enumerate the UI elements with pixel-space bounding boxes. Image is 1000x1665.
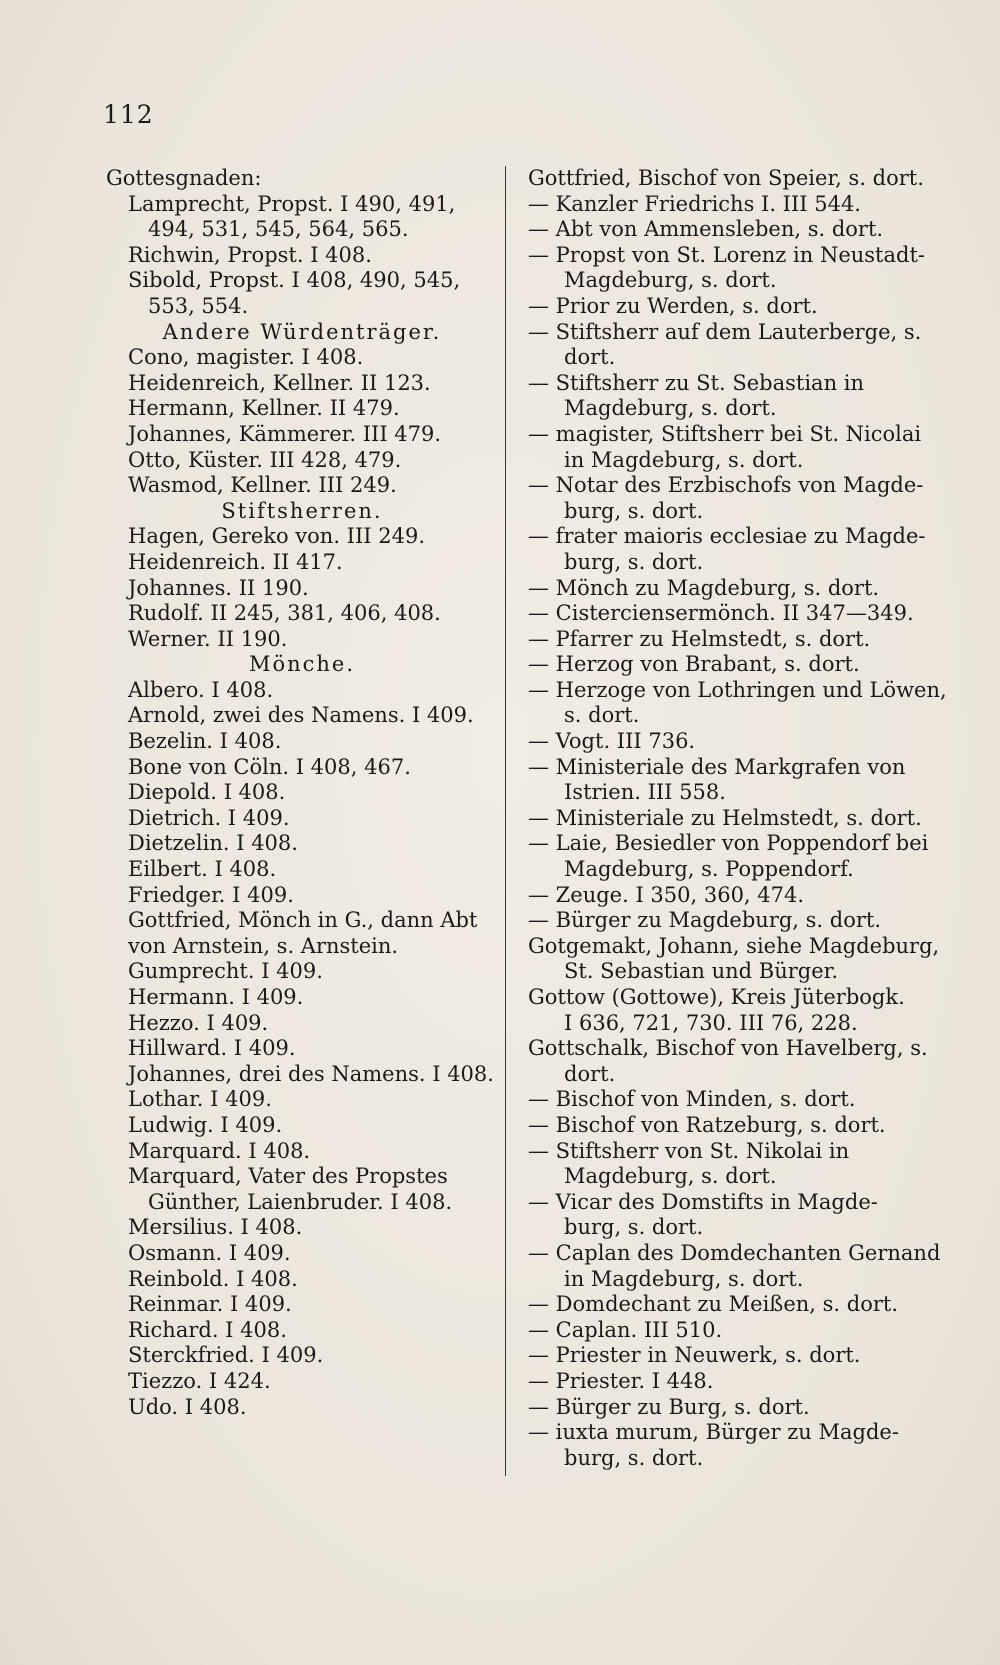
index-entry-line: Osmann. I 409. xyxy=(128,1240,291,1265)
index-entry-line: — Ministeriale zu Helmstedt, s. dort. xyxy=(528,805,922,830)
index-entry-line: Magdeburg, s. Poppendorf. xyxy=(564,857,854,882)
index-entry-line: — Domdechant zu Meißen, s. dort. xyxy=(528,1292,898,1317)
index-entry-line: — Bischof von Ratzeburg, s. dort. xyxy=(528,1112,886,1137)
index-entry-line: Günther, Laienbruder. I 408. xyxy=(148,1189,453,1214)
index-entry-line: Dietzelin. I 408. xyxy=(128,831,298,856)
section-heading: Mönche. xyxy=(248,652,356,677)
index-entry-line: Sibold, Propst. I 408, 490, 545, xyxy=(128,268,461,293)
index-entry-line: Werner. II 190. xyxy=(128,626,288,651)
index-entry-line: Dietrich. I 409. xyxy=(128,805,290,830)
index-entry-line: Johannes, Kämmerer. III 479. xyxy=(128,421,442,446)
index-entry-line: — Propst von St. Lorenz in Neustadt- xyxy=(528,242,925,267)
index-entry-line: — Vogt. III 736. xyxy=(528,729,696,754)
index-entry-line: — magister, Stiftsherr bei St. Nicolai xyxy=(528,421,922,446)
index-entry-line: Gottfried, Bischof von Speier, s. dort. xyxy=(528,166,924,190)
index-entry-line: Ludwig. I 409. xyxy=(128,1112,283,1137)
index-entry-line: Reinmar. I 409. xyxy=(128,1292,292,1317)
index-entry-line: — Pfarrer zu Helmstedt, s. dort. xyxy=(528,626,871,651)
index-entry-line: Sterckfried. I 409. xyxy=(128,1343,324,1368)
index-entry-line: — Ministeriale des Markgrafen von xyxy=(528,754,906,779)
column-divider xyxy=(505,166,506,1476)
index-entry-line: Gumprecht. I 409. xyxy=(128,959,323,984)
index-entry-line: Richard. I 408. xyxy=(128,1317,287,1342)
index-entry-line: — Herzoge von Lothringen und Löwen, xyxy=(528,677,947,702)
index-entry-line: Magdeburg, s. dort. xyxy=(564,396,777,421)
index-entry-line: Hermann, Kellner. II 479. xyxy=(128,396,400,421)
index-entry-line: Johannes, drei des Namens. I 408. xyxy=(128,1061,494,1086)
index-entry-line: Gotgemakt, Johann, siehe Magdeburg, xyxy=(528,933,940,958)
index-entry-line: Hagen, Gereko von. III 249. xyxy=(128,524,425,549)
index-entry-line: — Bischof von Minden, s. dort. xyxy=(528,1087,856,1112)
index-entry-line: Mersilius. I 408. xyxy=(128,1215,303,1240)
index-entry-line: — Cisterciensermönch. II 347—349. xyxy=(528,601,914,626)
index-entry-line: — Bürger zu Magdeburg, s. dort. xyxy=(528,908,882,933)
index-entry-line: Reinbold. I 408. xyxy=(128,1266,298,1291)
index-entry-line: Richwin, Propst. I 408. xyxy=(128,242,372,267)
index-entry-line: — Zeuge. I 350, 360, 474. xyxy=(528,882,805,907)
index-entry-line: — Stiftsherr zu St. Sebastian in xyxy=(528,370,865,395)
index-entry-line: burg, s. dort. xyxy=(564,498,704,523)
index-entry-line: Gottow (Gottowe), Kreis Jüterbogk. xyxy=(528,985,905,1009)
index-entry-line: dort. xyxy=(564,345,616,370)
index-entry-line: — Vicar des Domstifts in Magde- xyxy=(528,1189,878,1214)
page-number: 112 xyxy=(103,100,154,129)
index-entry-line: — Caplan des Domdechanten Gernand xyxy=(528,1240,941,1265)
index-entry-line: Cono, magister. I 408. xyxy=(128,345,364,370)
index-entry-line: Gottschalk, Bischof von Havelberg, s. xyxy=(528,1036,928,1061)
index-entry-line: — Herzog von Brabant, s. dort. xyxy=(528,652,860,677)
index-entry-line: Magdeburg, s. dort. xyxy=(564,268,777,293)
index-entry-line: — Kanzler Friedrichs I. III 544. xyxy=(528,191,861,216)
index-entry-line: Eilbert. I 408. xyxy=(128,857,277,882)
section-heading: Andere Würdenträger. xyxy=(162,319,442,344)
index-entry-line: Heidenreich. II 417. xyxy=(128,549,343,574)
left-column xyxy=(106,166,498,1420)
index-entry-line: — frater maioris ecclesiae zu Magde- xyxy=(528,524,926,549)
index-entry-line: — Prior zu Werden, s. dort. xyxy=(528,293,818,318)
index-entry-line: St. Sebastian und Bürger. xyxy=(564,959,839,984)
section-heading: Stiftsherren. xyxy=(221,498,383,523)
index-entry-line: Gottesgnaden: xyxy=(106,166,262,190)
index-entry-line: — Notar des Erzbischofs von Magde- xyxy=(528,473,924,498)
index-entry-line: Johannes. II 190. xyxy=(128,575,309,600)
index-entry-line: — Bürger zu Burg, s. dort. xyxy=(528,1394,810,1419)
index-entry-line: — Stiftsherr von St. Nikolai in xyxy=(528,1138,850,1163)
index-entry-line: burg, s. dort. xyxy=(564,549,704,574)
index-entry-line: — Mönch zu Magdeburg, s. dort. xyxy=(528,575,880,600)
index-entry-line: Arnold, zwei des Namens. I 409. xyxy=(128,703,474,728)
index-entry-line: Hermann. I 409. xyxy=(128,985,304,1009)
right-column xyxy=(528,166,947,1471)
index-entry-line: s. dort. xyxy=(564,703,640,728)
index-entry-line: — Laie, Besiedler von Poppendorf bei xyxy=(528,831,929,856)
index-entry-line: Gottfried, Mönch in G., dann Abt xyxy=(128,908,478,933)
index-entry-line: 494, 531, 545, 564, 565. xyxy=(148,217,409,242)
index-entry-line: Udo. I 408. xyxy=(128,1394,247,1419)
index-entry-line: Albero. I 408. xyxy=(128,677,274,702)
index-entry-line: — Stiftsherr auf dem Lauterberge, s. xyxy=(528,319,922,344)
index-entry-line: Heidenreich, Kellner. II 123. xyxy=(128,370,431,395)
index-entry-line: Diepold. I 408. xyxy=(128,780,286,805)
index-entry-line: Lothar. I 409. xyxy=(128,1087,272,1112)
index-entry-line: von Arnstein, s. Arnstein. xyxy=(128,933,399,958)
index-entry-line: Friedger. I 409. xyxy=(128,882,294,907)
index-entry-line: burg, s. dort. xyxy=(564,1215,704,1240)
index-entry-line: Tiezzo. I 424. xyxy=(128,1368,271,1393)
index-entry-line: Magdeburg, s. dort. xyxy=(564,1164,777,1189)
index-entry-line: — Caplan. III 510. xyxy=(528,1317,723,1342)
index-entry-line: Lamprecht, Propst. I 490, 491, xyxy=(128,191,456,216)
index-entry-line: — Priester. I 448. xyxy=(528,1368,714,1393)
index-entry-line: Istrien. III 558. xyxy=(564,780,726,805)
index-entry-line: Otto, Küster. III 428, 479. xyxy=(128,447,402,472)
index-entry-line: — iuxta murum, Bürger zu Magde- xyxy=(528,1420,899,1445)
index-entry-line: 553, 554. xyxy=(148,293,249,318)
index-entry-line: — Priester in Neuwerk, s. dort. xyxy=(528,1343,861,1368)
index-entry-line: Bone von Cöln. I 408, 467. xyxy=(128,754,411,779)
index-entry-line: Bezelin. I 408. xyxy=(128,729,282,754)
index-entry-line: Rudolf. II 245, 381, 406, 408. xyxy=(128,601,441,626)
index-entry-line: in Magdeburg, s. dort. xyxy=(564,1266,804,1291)
index-entry-line: Hezzo. I 409. xyxy=(128,1010,269,1035)
index-entry-line: dort. xyxy=(564,1061,616,1086)
index-entry-line: Wasmod, Kellner. III 249. xyxy=(128,473,397,498)
index-entry-line: I 636, 721, 730. III 76, 228. xyxy=(564,1010,858,1035)
index-entry-line: burg, s. dort. xyxy=(564,1445,704,1470)
index-entry-line: Hillward. I 409. xyxy=(128,1036,296,1061)
index-entry-line: Marquard. I 408. xyxy=(128,1138,311,1163)
index-entry-line: Marquard, Vater des Propstes xyxy=(128,1164,448,1189)
index-entry-line: — Abt von Ammensleben, s. dort. xyxy=(528,217,884,242)
index-entry-line: in Magdeburg, s. dort. xyxy=(564,447,804,472)
